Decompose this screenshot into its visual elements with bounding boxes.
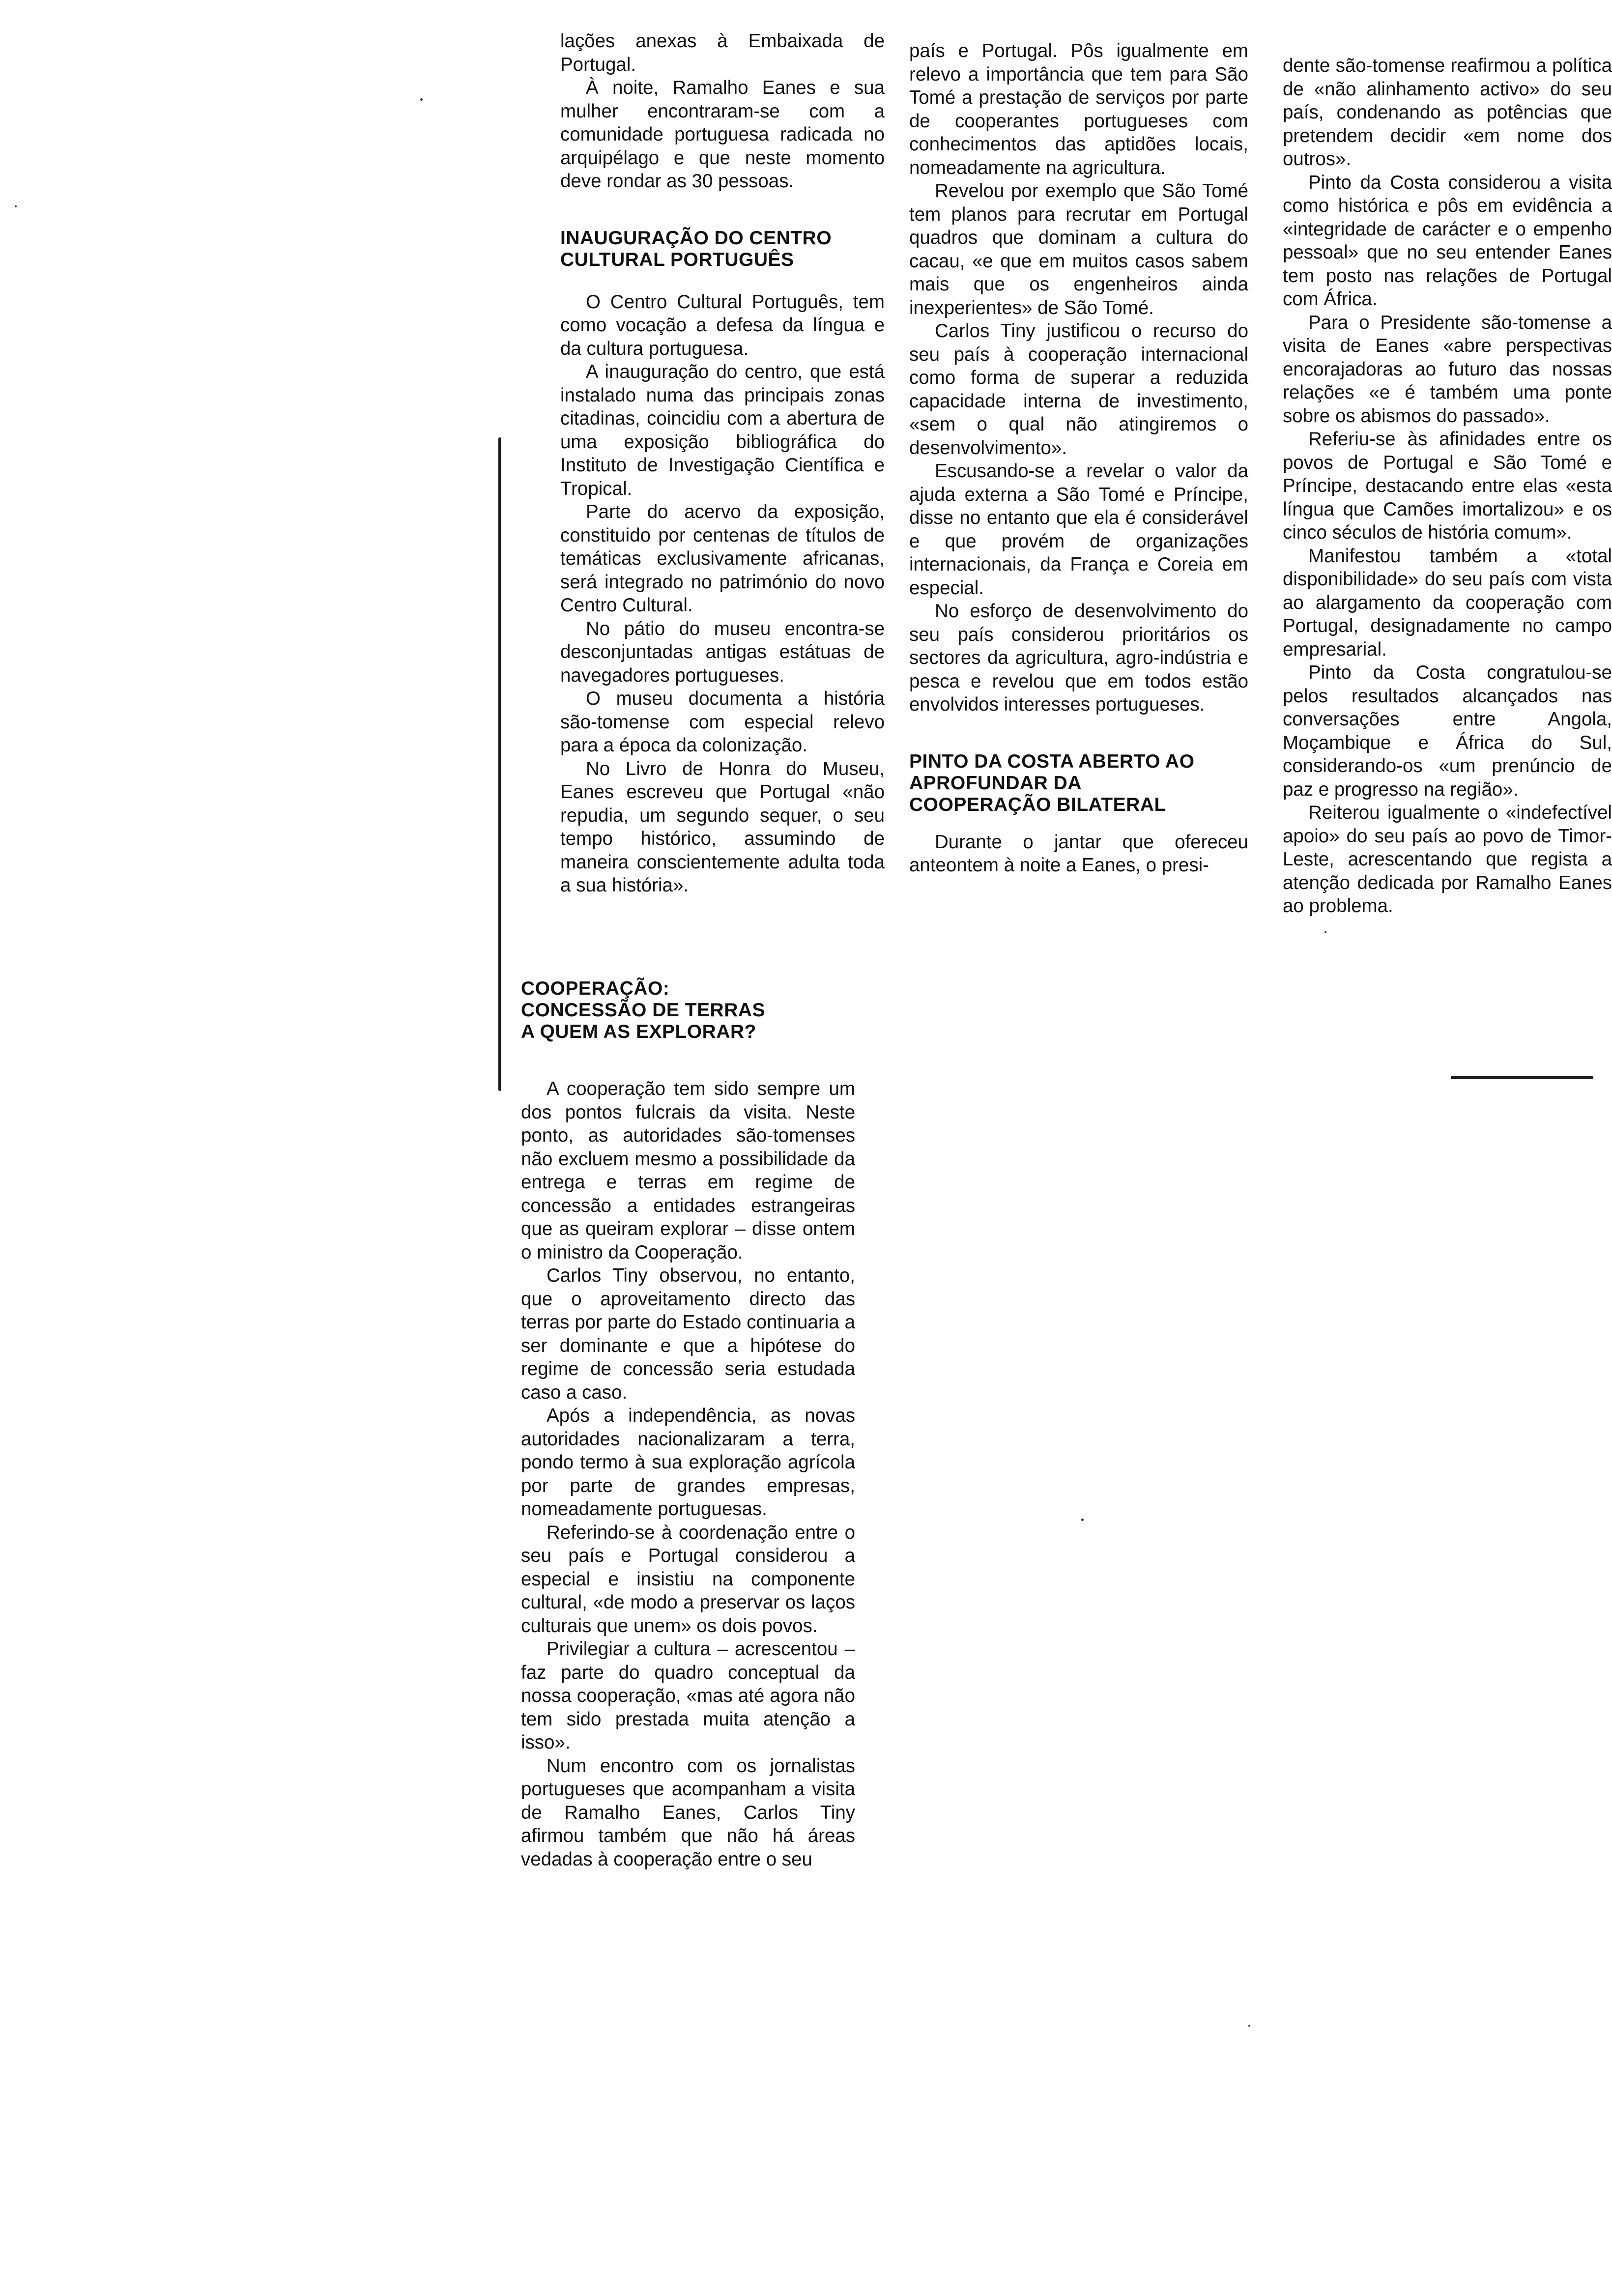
paragraph: lações anexas à Embaixada de Portugal. [560, 30, 885, 75]
paragraph: A cooperação tem sido sempre um dos pontos fulcrais da visita. Neste ponto, as autoridades são-tomenses não excluem mesmo a possibilidade da entrega e terras em regime de concessão a entidades estrangeiras que as queiram explorar – disse ontem o ministro da Cooperação. [521, 1078, 855, 1263]
column-rule [498, 437, 501, 1091]
paragraph: O museu documenta a história são-tomense com especial relevo para a época da colonização. [560, 688, 885, 756]
paragraph: Pinto da Costa congratulou-se pelos resultados alcançados nas conversações entre Angola, Moçambique e África do Sul, considerando-os «um prenúncio de paz e progresso na região». [1283, 662, 1612, 800]
paragraph: Num encontro com os jornalistas portugueses que acompanham a visita de Ramalho Eanes, Carlos Tiny afirmou também que não há áreas vedadas à cooperação entre o seu [521, 1755, 855, 1870]
section-heading: INAUGURAÇÃO DO CENTRO CULTURAL PORTUGUÊS [560, 227, 832, 270]
end-rule [1451, 1076, 1593, 1079]
paragraph: A inauguração do centro, que está instalado numa das principais zonas citadinas, coincidiu com a abertura de uma exposição bibliográfica do Instituto de Investigação Científica e Tropical. [560, 361, 885, 499]
paragraph: Escusando-se a revelar o valor da ajuda externa a São Tomé e Príncipe, disse no entanto que ela é considerável e que provém de organizações internacionais, da França e Coreia em especial. [909, 460, 1248, 599]
paragraph: Carlos Tiny justificou o recurso do seu país à cooperação internacional como forma de superar a reduzida capacidade interna de investimento, «sem o qual não atingiremos o desenvolvimento». [909, 320, 1248, 459]
paragraph: No pátio do museu encontra-se desconjuntadas antigas estátuas de navegadores portugueses. [560, 618, 885, 686]
scan-speck [1081, 1519, 1084, 1521]
scan-speck [420, 98, 423, 101]
scan-speck [1248, 2025, 1250, 2027]
scan-speck [15, 205, 17, 207]
scan-speck [1324, 931, 1326, 933]
paragraph: Referindo-se à coordenação entre o seu país e Portugal considerou a especial e insistiu na componente cultural, «de modo a preservar os laços culturais que unem» os dois povos. [521, 1521, 855, 1636]
paragraph: No esforço de desenvolvimento do seu país considerou prioritários os sectores da agricultura, agro-indústria e pesca e revelou que em todos estão envolvidos interesses portugueses. [909, 601, 1248, 715]
paragraph: país e Portugal. Pôs igualmente em relevo a importância que tem para São Tomé a prestação de serviços por parte de cooperantes portugueses com conhecimentos das aptidões locais, nomeadamente na agricultura. [909, 40, 1248, 178]
paragraph: Após a independência, as novas autoridades nacionalizaram a terra, pondo termo à sua exploração agrícola por parte de grandes empresas, nomeadamente portuguesas. [521, 1405, 855, 1520]
paragraph: Privilegiar a cultura – acrescentou – faz parte do quadro conceptual da nossa cooperação, «mas até agora não tem sido prestada muita atenção a isso». [521, 1638, 855, 1753]
paragraph: Durante o jantar que ofereceu anteontem à noite a Eanes, o presi- [909, 831, 1248, 876]
paragraph: Revelou por exemplo que São Tomé tem planos para recrutar em Portugal quadros que dominam a cultura do cacau, «e que em muitos casos sabem mais que os engenheiros ainda inexperientes» de São Tomé. [909, 180, 1248, 318]
column-2 [909, 39, 1248, 877]
column-1 [560, 29, 885, 897]
paragraph: No Livro de Honra do Museu, Eanes escreveu que Portugal «não repudia, um segundo sequer, o seu tempo histórico, assumindo de maneira conscientemente adulta toda a sua história». [560, 758, 885, 896]
section-heading: PINTO DA COSTA ABERTO AO APROFUNDAR DA COOPERAÇÃO BILATERAL [909, 750, 1195, 815]
column-1-lower [521, 978, 855, 1871]
paragraph: O Centro Cultural Português, tem como vocação a defesa da língua e da cultura portuguesa. [560, 291, 885, 359]
paragraph: Reiterou igualmente o «indefectível apoio» do seu país ao povo de Timor-Leste, acrescentando que regista a atenção dedicada por Ramalho Eanes ao problema. [1283, 802, 1612, 917]
paragraph: À noite, Ramalho Eanes e sua mulher encontraram-se com a comunidade portuguesa radicada no arquipélago e que neste momento deve rondar as 30 pessoas. [560, 77, 885, 192]
paragraph: Manifestou também a «total disponibilidade» do seu país com vista ao alargamento da cooperação com Portugal, designadamente no campo empresarial. [1283, 545, 1612, 660]
paragraph: Parte do acervo da exposição, constituido por centenas de títulos de temáticas exclusivamente africanas, será integrado no património do novo Centro Cultural. [560, 501, 885, 616]
paragraph: dente são-tomense reafirmou a política de «não alinhamento activo» do seu país, condenando as potências que pretendem decidir «em nome dos outros». [1283, 55, 1612, 170]
paragraph: Referiu-se às afinidades entre os povos de Portugal e São Tomé e Príncipe, destacando entre elas «esta língua que Camões imortalizou» e os cinco séculos de história comum». [1283, 429, 1612, 543]
section-heading: COOPERAÇÃO: CONCESSÃO DE TERRAS A QUEM AS EXPLORAR? [521, 978, 766, 1042]
column-3 [1283, 54, 1612, 1076]
paragraph: Pinto da Costa considerou a visita como histórica e pôs em evidência a «integridade de carácter e o empenho pessoal» que no seu entender Eanes tem posto nas relações de Portugal com África. [1283, 172, 1612, 310]
paragraph: Carlos Tiny observou, no entanto, que o aproveitamento directo das terras por parte do Estado continuaria a ser dominante e que a hipótese do regime de concessão seria estudada caso a caso. [521, 1265, 855, 1403]
paragraph: Para o Presidente são-tomense a visita de Eanes «abre perspectivas encorajadoras ao futuro das nossas relações «e é também uma ponte sobre os abismos do passado». [1283, 312, 1612, 427]
